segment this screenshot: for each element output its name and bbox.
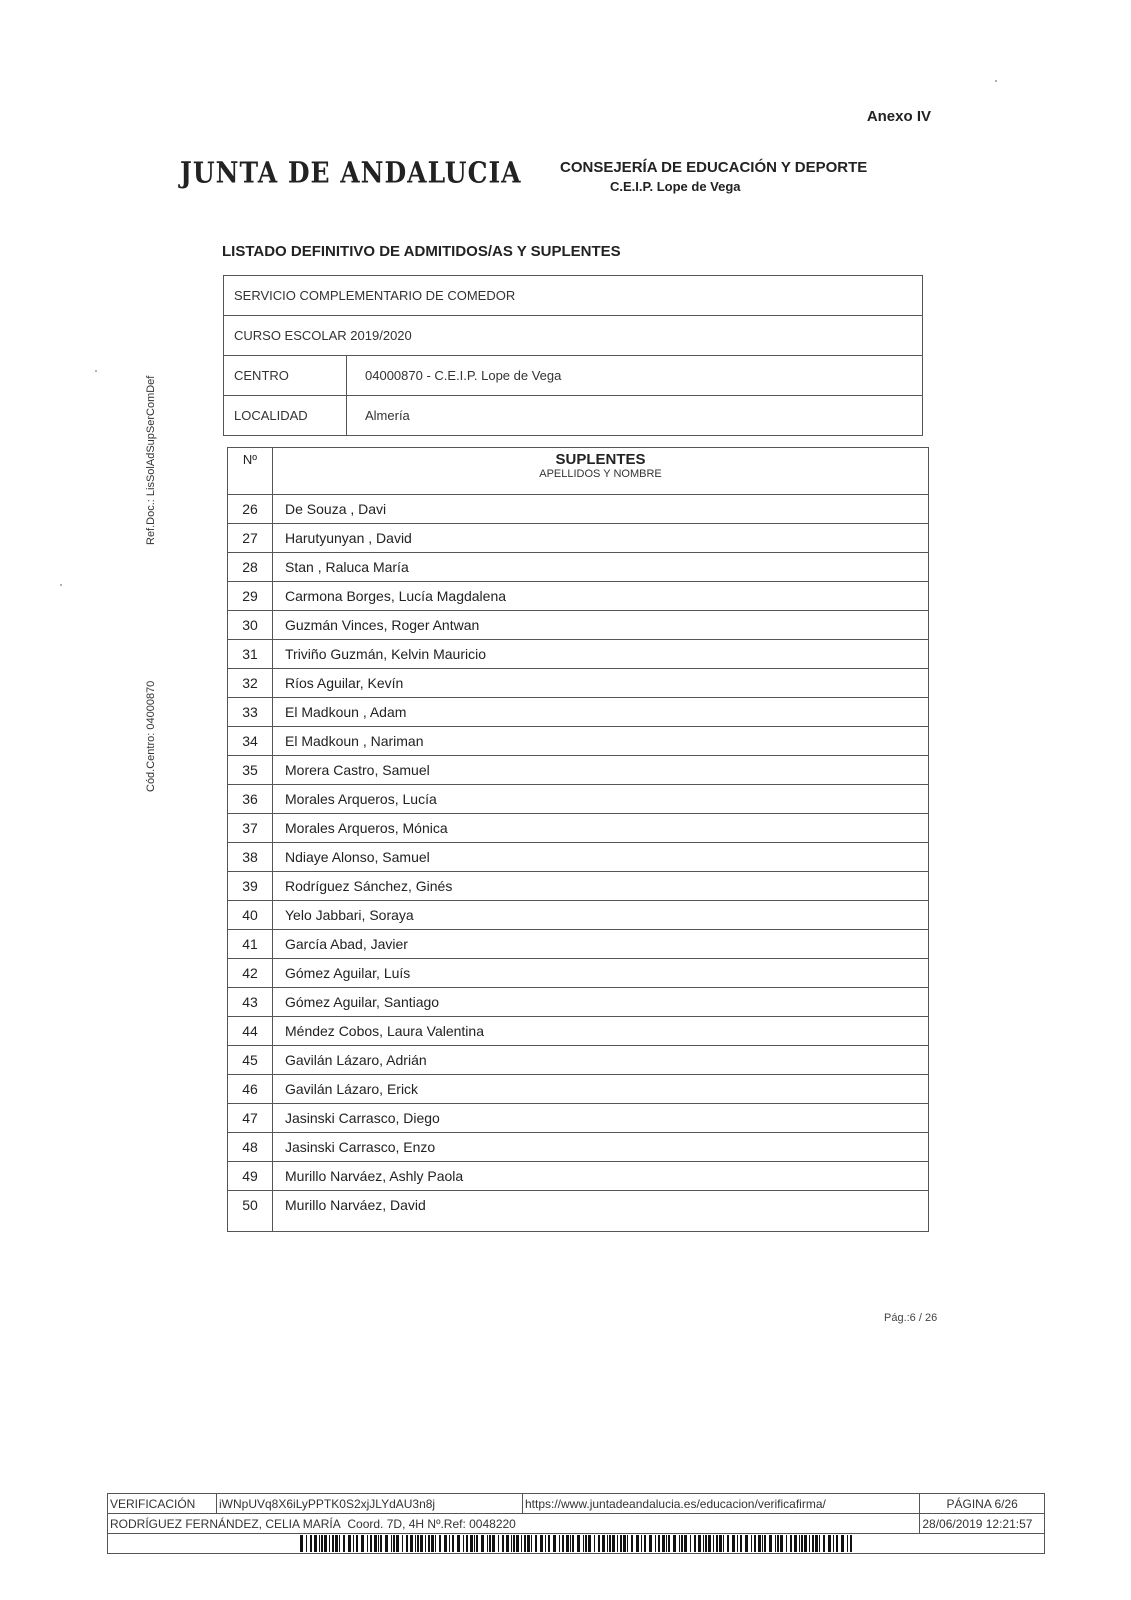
table-row (228, 495, 929, 524)
barcode-bar (356, 1535, 358, 1552)
barcode-bar (521, 1535, 522, 1552)
barcode-bar (540, 1535, 543, 1552)
barcode-bar (374, 1535, 377, 1552)
centro-row (224, 356, 923, 396)
localidad-value: Almería (347, 396, 923, 436)
barcode-bar (348, 1535, 351, 1552)
table-row (228, 756, 929, 785)
row-name: Gómez Aguilar, Santiago (273, 988, 929, 1017)
barcode-bar (668, 1535, 670, 1552)
row-number: 28 (228, 553, 273, 582)
barcode-bar (513, 1535, 515, 1552)
barcode-bar (799, 1535, 800, 1552)
apellidos-subtitle: APELLIDOS Y NOMBRE (539, 468, 662, 480)
course-row (224, 316, 923, 356)
barcode-image (300, 1535, 855, 1552)
barcode-bar (314, 1535, 317, 1552)
suplentes-list (228, 495, 929, 1232)
barcode-bar (474, 1535, 475, 1552)
barcode-bar (306, 1535, 307, 1552)
barcode-bar (623, 1535, 626, 1552)
barcode-bar (641, 1535, 642, 1552)
barcode-bar (705, 1535, 707, 1552)
signer-name: RODRÍGUEZ FERNÁNDEZ, CELIA MARÍA (110, 1516, 341, 1531)
barcode-bar (524, 1535, 526, 1552)
row-number: 41 (228, 930, 273, 959)
footer-row-signer (108, 1514, 1045, 1534)
barcode-bar (319, 1535, 320, 1552)
barcode-bar (833, 1535, 834, 1552)
barcode-bar (790, 1535, 792, 1552)
barcode-bar (527, 1535, 530, 1552)
table-row (228, 930, 929, 959)
barcode-cell (108, 1534, 1045, 1554)
barcode-bar (463, 1535, 464, 1552)
table-row (228, 698, 929, 727)
barcode-bar (548, 1535, 550, 1552)
table-row (228, 524, 929, 553)
table-row (228, 611, 929, 640)
scan-speck (95, 370, 97, 372)
row-number: 42 (228, 959, 273, 988)
row-number: 31 (228, 640, 273, 669)
barcode-bar (631, 1535, 633, 1552)
barcode-bar (673, 1535, 676, 1552)
row-number: 38 (228, 843, 273, 872)
barcode-bar (828, 1535, 831, 1552)
barcode-bar (321, 1535, 323, 1552)
row-name: Gavilán Lázaro, Adrián (273, 1046, 929, 1075)
barcode-bar (420, 1535, 423, 1552)
barcode-bar (762, 1535, 763, 1552)
barcode-bar (594, 1535, 595, 1552)
barcode-bar (391, 1535, 392, 1552)
localidad-label: LOCALIDAD (224, 396, 347, 436)
barcode-bar (516, 1535, 519, 1552)
row-name: Ríos Aguilar, Kevín (273, 669, 929, 698)
course-cell: CURSO ESCOLAR 2019/2020 (224, 316, 923, 356)
row-name: Gavilán Lázaro, Erick (273, 1075, 929, 1104)
row-name: García Abad, Javier (273, 930, 929, 959)
barcode-bar (620, 1535, 622, 1552)
barcode-bar (498, 1535, 499, 1552)
barcode-bar (481, 1535, 484, 1552)
row-number: 48 (228, 1133, 273, 1162)
service-info-table (223, 275, 923, 436)
row-name: Ndiaye Alonso, Samuel (273, 843, 929, 872)
barcode-bar (324, 1535, 327, 1552)
barcode-bar (310, 1535, 312, 1552)
barcode-bar (332, 1535, 334, 1552)
barcode-bar (627, 1535, 628, 1552)
barcode-bar (751, 1535, 752, 1552)
barcode-bar (396, 1535, 399, 1552)
barcode-bar (754, 1535, 756, 1552)
row-number: 39 (228, 872, 273, 901)
number-column-header: Nº (228, 448, 273, 495)
barcode-bar (562, 1535, 564, 1552)
barcode-bar (559, 1535, 560, 1552)
barcode-bar (545, 1535, 546, 1552)
barcode-bar (794, 1535, 797, 1552)
barcode-bar (764, 1535, 766, 1552)
ref-doc-sidebar: Ref.Doc.: LisSolAdSupSerComDef (145, 375, 157, 545)
barcode-bar (636, 1535, 639, 1552)
row-number: 43 (228, 988, 273, 1017)
row-name: Morales Arqueros, Mónica (273, 814, 929, 843)
table-row (228, 959, 929, 988)
barcode-bar (655, 1535, 656, 1552)
centro-label: CENTRO (224, 356, 347, 396)
barcode-bar (300, 1535, 303, 1552)
barcode-bar (535, 1535, 537, 1552)
verification-label: VERIFICACIÓN (108, 1494, 217, 1514)
row-number: 44 (228, 1017, 273, 1046)
barcode-bar (777, 1535, 779, 1552)
barcode-bar (367, 1535, 368, 1552)
barcode-bar (658, 1535, 660, 1552)
barcode-bar (439, 1535, 441, 1552)
table-row (228, 640, 929, 669)
barcode-bar (841, 1535, 844, 1552)
barcode-bar (775, 1535, 776, 1552)
barcode-bar (609, 1535, 611, 1552)
barcode-bar (598, 1535, 600, 1552)
barcode-bar (716, 1535, 718, 1552)
barcode-bar (378, 1535, 379, 1552)
barcode-bar (511, 1535, 512, 1552)
barcode-bar (466, 1535, 468, 1552)
row-name: Rodríguez Sánchez, Ginés (273, 872, 929, 901)
row-number: 32 (228, 669, 273, 698)
row-number: 40 (228, 901, 273, 930)
barcode-bar (572, 1535, 574, 1552)
barcode-bar (585, 1535, 587, 1552)
row-number: 36 (228, 785, 273, 814)
barcode-bar (681, 1535, 683, 1552)
barcode-bar (583, 1535, 584, 1552)
barcode-bar (769, 1535, 772, 1552)
barcode-bar (602, 1535, 605, 1552)
table-row (228, 553, 929, 582)
barcode-bar (489, 1535, 491, 1552)
localidad-row (224, 396, 923, 436)
barcode-bar (570, 1535, 571, 1552)
school-name: C.E.I.P. Lope de Vega (610, 179, 741, 194)
table-row (228, 1162, 929, 1191)
barcode-bar (850, 1535, 852, 1552)
row-name: Guzmán Vinces, Roger Antwan (273, 611, 929, 640)
barcode-bar (649, 1535, 652, 1552)
barcode-bar (385, 1535, 388, 1552)
row-name: Murillo Narváez, Ashly Paola (273, 1162, 929, 1191)
barcode-bar (684, 1535, 687, 1552)
barcode-bar (758, 1535, 761, 1552)
row-number: 37 (228, 814, 273, 843)
barcode-bar (662, 1535, 665, 1552)
barcode-bar (370, 1535, 372, 1552)
row-number: 30 (228, 611, 273, 640)
row-name: Morales Arqueros, Lucía (273, 785, 929, 814)
table-row (228, 1075, 929, 1104)
barcode-bar (506, 1535, 509, 1552)
row-number: 26 (228, 495, 273, 524)
cod-centro-sidebar: Cód.Centro: 04000870 (145, 680, 157, 792)
barcode-bar (417, 1535, 419, 1552)
junta-logo: JUNTA DE ANDALUCIA (180, 155, 522, 190)
barcode-bar (723, 1535, 724, 1552)
barcode-bar (410, 1535, 413, 1552)
barcode-bar (425, 1535, 426, 1552)
barcode-bar (819, 1535, 820, 1552)
table-row (228, 1046, 929, 1075)
table-row (228, 669, 929, 698)
table-row (228, 872, 929, 901)
barcode-bar (812, 1535, 814, 1552)
department-name: CONSEJERÍA DE EDUCACIÓN Y DEPORTE (560, 159, 868, 176)
barcode-bar (343, 1535, 345, 1552)
row-name: Morera Castro, Samuel (273, 756, 929, 785)
barcode-bar (428, 1535, 430, 1552)
row-name: El Madkoun , Nariman (273, 727, 929, 756)
row-name: Stan , Raluca María (273, 553, 929, 582)
barcode-bar (713, 1535, 714, 1552)
service-row (224, 276, 923, 316)
row-name: Jasinski Carrasco, Diego (273, 1104, 929, 1133)
barcode-bar (444, 1535, 447, 1552)
row-number: 33 (228, 698, 273, 727)
row-name: Gómez Aguilar, Luís (273, 959, 929, 988)
barcode-bar (694, 1535, 696, 1552)
row-name: Jasinski Carrasco, Enzo (273, 1133, 929, 1162)
barcode-bar (703, 1535, 704, 1552)
document-title: LISTADO DEFINITIVO DE ADMITIDOS/AS Y SUPLENTES (222, 243, 621, 260)
barcode-bar (732, 1535, 735, 1552)
barcode-bar (809, 1535, 810, 1552)
barcode-bar (406, 1535, 408, 1552)
barcode-bar (577, 1535, 580, 1552)
barcode-bar (588, 1535, 591, 1552)
barcode-bar (815, 1535, 818, 1552)
scan-speck (60, 584, 62, 586)
signer-coord: Coord. 7D, 4H Nº.Ref: 0048220 (347, 1516, 516, 1531)
names-column-header (273, 448, 929, 495)
table-row (228, 582, 929, 611)
barcode-bar (804, 1535, 807, 1552)
footer-page-label: PÁGINA 6/26 (920, 1494, 1045, 1514)
row-number: 47 (228, 1104, 273, 1133)
row-number: 34 (228, 727, 273, 756)
barcode-bar (847, 1535, 848, 1552)
barcode-bar (740, 1535, 742, 1552)
barcode-bar (487, 1535, 488, 1552)
barcode-bar (502, 1535, 504, 1552)
barcode-bar (457, 1535, 460, 1552)
barcode-bar (531, 1535, 532, 1552)
row-name: Harutyunyan , David (273, 524, 929, 553)
barcode-bar (566, 1535, 569, 1552)
barcode-bar (492, 1535, 495, 1552)
table-row (228, 1133, 929, 1162)
table-row (228, 785, 929, 814)
barcode-bar (353, 1535, 354, 1552)
table-row (228, 988, 929, 1017)
footer-row-barcode (108, 1534, 1045, 1554)
barcode-bar (431, 1535, 434, 1552)
barcode-bar (470, 1535, 473, 1552)
barcode-bar (617, 1535, 618, 1552)
footer-row-verification (108, 1494, 1045, 1514)
barcode-bar (708, 1535, 711, 1552)
verification-url: https://www.juntadeandalucia.es/educacion/verificafirma/ (523, 1494, 920, 1514)
table-row (228, 1191, 929, 1232)
barcode-bar (644, 1535, 646, 1552)
barcode-bar (780, 1535, 783, 1552)
row-name: El Madkoun , Adam (273, 698, 929, 727)
table-row (228, 1104, 929, 1133)
table-header-row (228, 448, 929, 495)
table-row (228, 727, 929, 756)
table-row (228, 901, 929, 930)
barcode-bar (786, 1535, 787, 1552)
verification-code: iWNpUVq8X6iLyPPTK0S2xjJLYdAU3n8j (217, 1494, 523, 1514)
row-number: 46 (228, 1075, 273, 1104)
barcode-bar (361, 1535, 364, 1552)
row-name: Murillo Narváez, David (273, 1191, 929, 1232)
barcode-bar (719, 1535, 722, 1552)
row-number: 29 (228, 582, 273, 611)
barcode-bar (727, 1535, 729, 1552)
barcode-bar (449, 1535, 450, 1552)
barcode-bar (402, 1535, 403, 1552)
centro-value: 04000870 - C.E.I.P. Lope de Vega (347, 356, 923, 396)
row-name: De Souza , Davi (273, 495, 929, 524)
barcode-bar (801, 1535, 803, 1552)
barcode-bar (415, 1535, 416, 1552)
barcode-bar (380, 1535, 382, 1552)
barcode-bar (745, 1535, 748, 1552)
row-number: 50 (228, 1191, 273, 1232)
table-row (228, 814, 929, 843)
scan-speck (995, 80, 997, 82)
table-row (228, 843, 929, 872)
barcode-bar (476, 1535, 478, 1552)
barcode-bar (435, 1535, 436, 1552)
barcode-bar (393, 1535, 395, 1552)
barcode-bar (335, 1535, 338, 1552)
barcode-bar (553, 1535, 556, 1552)
verification-footer (107, 1493, 1045, 1554)
barcode-bar (329, 1535, 330, 1552)
barcode-bar (607, 1535, 608, 1552)
suplentes-title: SUPLENTES (555, 451, 646, 468)
row-number: 27 (228, 524, 273, 553)
signer-info (108, 1514, 920, 1534)
barcode-bar (612, 1535, 615, 1552)
row-name: Méndez Cobos, Laura Valentina (273, 1017, 929, 1046)
annex-label: Anexo IV (866, 108, 931, 125)
page-number: Pág.:6 / 26 (884, 1312, 938, 1324)
table-row (228, 1017, 929, 1046)
barcode-bar (690, 1535, 691, 1552)
suplentes-table (227, 447, 929, 1232)
barcode-bar (452, 1535, 454, 1552)
row-number: 45 (228, 1046, 273, 1075)
barcode-bar (698, 1535, 701, 1552)
barcode-bar (823, 1535, 825, 1552)
row-name: Triviño Guzmán, Kelvin Mauricio (273, 640, 929, 669)
barcode-bar (679, 1535, 680, 1552)
row-number: 49 (228, 1162, 273, 1191)
barcode-bar (737, 1535, 738, 1552)
barcode-bar (666, 1535, 667, 1552)
service-cell: SERVICIO COMPLEMENTARIO DE COMEDOR (224, 276, 923, 316)
barcode-bar (339, 1535, 340, 1552)
row-name: Carmona Borges, Lucía Magdalena (273, 582, 929, 611)
row-number: 35 (228, 756, 273, 785)
signature-datetime: 28/06/2019 12:21:57 (920, 1514, 1045, 1534)
row-name: Yelo Jabbari, Soraya (273, 901, 929, 930)
barcode-bar (836, 1535, 838, 1552)
